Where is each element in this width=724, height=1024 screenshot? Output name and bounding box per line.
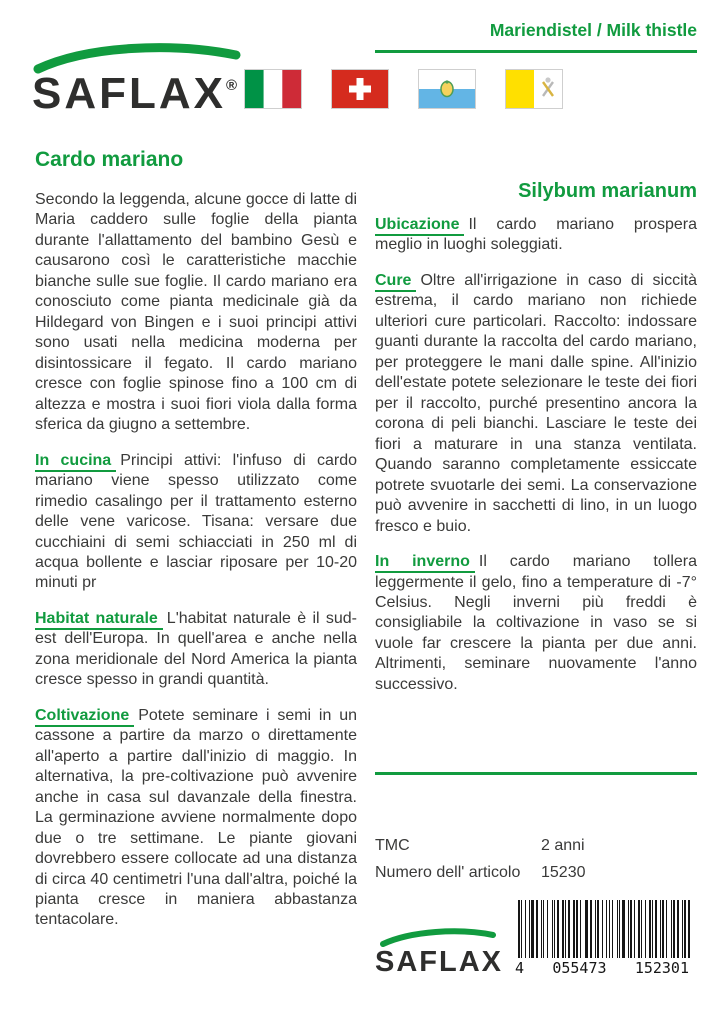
info-label: Numero dell' articolo xyxy=(375,864,521,881)
info-rows xyxy=(375,837,697,882)
footer-brand-wordmark: SAFLAX xyxy=(375,946,503,978)
italy-flag-icon xyxy=(245,70,301,108)
intro-paragraph: Secondo la leggenda, alcune gocce di latte di Maria caddero sulle foglie della pianta durante l'allattamento del bambino Gesù e causarono così le caratteristiche macchie bianche sulle sue foglie. Il cardo mariano era conosciuto come pianta medicinale già da Hildegard von Bingen e i suoi principi attivi sono usati nella medicina moderna per disintossicare il fegato. Il cardo mariano cresce con foglie spinose fino a 100 cm di altezza e mostra i suoi fiori viola dalla forma sferica da giugno a settembre. xyxy=(35,191,358,434)
section-text: Il cardo mariano prospera meglio in luoghi soleggiati. xyxy=(375,216,697,254)
page-title: Cardo mariano xyxy=(35,148,184,171)
right-column xyxy=(375,180,697,710)
switzerland-flag-icon xyxy=(332,70,388,108)
section-ubicazione xyxy=(375,215,697,256)
barcode-bars xyxy=(515,900,697,958)
section-in-cucina xyxy=(35,451,357,594)
section-heading: Cure xyxy=(375,272,416,292)
footer-green-rule xyxy=(375,772,697,775)
brand-wordmark: SAFLAX® xyxy=(32,69,238,118)
info-label: TMC xyxy=(375,837,410,854)
san-marino-flag-icon xyxy=(419,70,475,108)
section-text: Oltre all'irrigazione in caso di siccità estrema, il cardo mariano non richiede ulteriori cure particolari. Raccolto: indossare guanti durante la raccolta del cardo mariano, per proteggere le mani dalle spine. All'inizio dell'estate potete selezionare le teste dei fiori per il raccolto, purché presentino ancora la corona di peli bianchi. Lasciare le teste dei fiori a maturare in una stanza ventilata. Quando saranno completamente essiccate potrete svuotarle dei semi. La conservazione può avvenire in sacchetti di lino, in un luogo fresco e buio. xyxy=(375,271,697,535)
info-value: 2 anni xyxy=(541,837,585,854)
barcode-digits xyxy=(515,959,697,977)
variety-line: Mariendistel / Milk thistle xyxy=(489,20,697,40)
footer xyxy=(375,900,697,977)
header-green-rule xyxy=(375,50,697,53)
section-heading: In inverno xyxy=(375,553,475,573)
section-text: Il cardo mariano tollera leggermente il gelo, fino a temperature di -7° Celsius. Negli inverni più freddi è consigliabile la coltivazione in vaso se si vuole far crescere la pianta per due anni. Altrimenti, seminare nuovamente l'anno successivo. xyxy=(375,553,697,693)
ean-barcode xyxy=(515,900,697,977)
product-info-block xyxy=(375,772,697,977)
section-cure xyxy=(375,271,697,537)
info-row-article-number xyxy=(375,864,697,882)
section-heading: Ubicazione xyxy=(375,216,464,236)
logo-swoosh-icon xyxy=(375,926,501,948)
info-row-tmc xyxy=(375,837,697,855)
barcode-digit-lead: 4 xyxy=(515,959,525,977)
vatican-city-flag-icon xyxy=(506,70,562,108)
barcode-digit-group2: 152301 xyxy=(634,959,689,977)
latin-name-title: Silybum marianum xyxy=(518,180,697,202)
footer-saflax-logo xyxy=(375,926,501,977)
section-text: Potete seminare i semi in un cassone a partire da marzo o direttamente all'aperto a partire dall'inizio di maggio. In alternativa, la pre-coltivazione può avvenire anche in casa sul davanzale della finestra. La germinazione avviene normalmente dopo due o tre settimane. Le piante giovani dovrebbero essere collocate ad una distanza di circa 40 centimetri l'una dall'altra, poiché la pianta cresce in maniera abbastanza tentacolare. xyxy=(35,706,357,929)
section-in-inverno xyxy=(375,552,697,695)
section-text: L'habitat naturale è il sud-est dell'Europa. In quell'area e anche nella zona meridionale del Nord America la pianta cresce spesso in grandi quantità. xyxy=(35,609,357,689)
barcode-digit-group1: 055473 xyxy=(552,959,607,977)
left-column xyxy=(35,148,357,946)
language-flags xyxy=(245,70,562,108)
section-heading: Coltivazione xyxy=(35,707,134,727)
section-text: Principi attivi: l'infuso di cardo mariano viene spesso utilizzato come rimedio casalingo per il trattamento esterno delle vene varicose. Tisana: versare due cucchiaini di semi schiacciati in 250 ml di acqua bollente e lasciar riposare per 10-20 minuti pr xyxy=(35,451,357,592)
info-value: 15230 xyxy=(541,864,586,881)
section-habitat-naturale xyxy=(35,609,357,691)
section-heading: In cucina xyxy=(35,452,116,472)
saflax-logo xyxy=(32,40,247,116)
section-heading: Habitat naturale xyxy=(35,610,163,630)
registered-mark: ® xyxy=(226,77,238,94)
section-coltivazione xyxy=(35,706,357,931)
